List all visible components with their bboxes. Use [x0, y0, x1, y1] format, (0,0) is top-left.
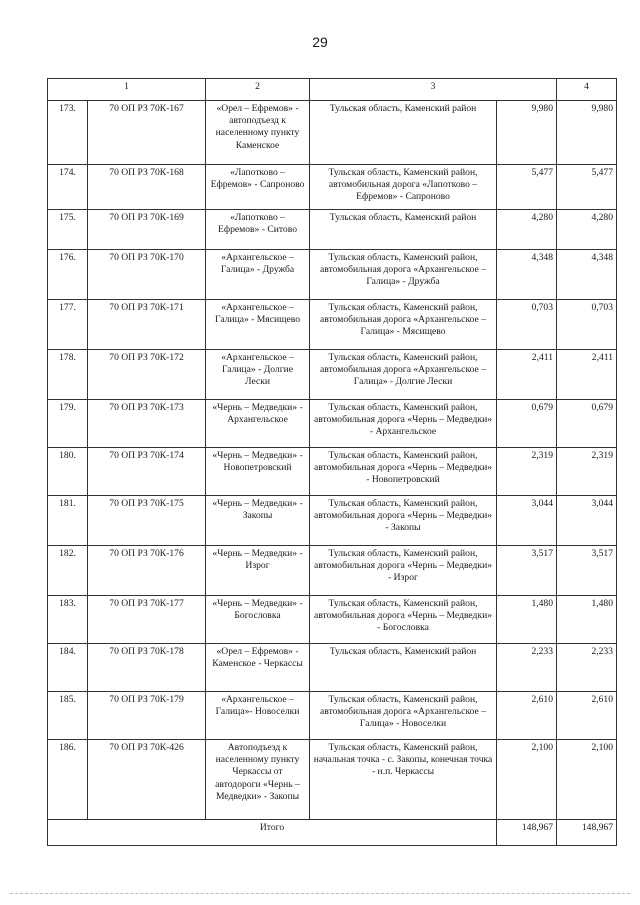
- table-row: [48, 300, 617, 350]
- road-location: Тульская область, Каменский район, автомобильная дорога «Чернь – Медведки» - Закопы: [310, 496, 497, 546]
- road-length-col4: 0,679: [557, 400, 617, 448]
- road-length: 5,477: [497, 165, 557, 210]
- road-length: 2,319: [497, 448, 557, 496]
- road-length: 2,411: [497, 350, 557, 400]
- scan-edge-line: [10, 893, 630, 895]
- road-location: Тульская область, Каменский район, автомобильная дорога «Чернь – Медведки» - Новопетровский: [310, 448, 497, 496]
- table-row: [48, 400, 617, 448]
- table-row: [48, 101, 617, 165]
- road-length: 2,610: [497, 692, 557, 740]
- row-number: 183.: [48, 596, 88, 644]
- road-name: «Чернь – Медведки» - Закопы: [206, 496, 310, 546]
- header-col-1: 1: [48, 79, 206, 101]
- road-name: «Орел – Ефремов» - Каменское - Черкассы: [206, 644, 310, 692]
- row-number: 177.: [48, 300, 88, 350]
- table-row: [48, 740, 617, 820]
- road-code: 70 ОП РЗ 70К-170: [88, 250, 206, 300]
- header-col-3: 3: [310, 79, 557, 101]
- road-location: Тульская область, Каменский район, автомобильная дорога «Лапотково – Ефремов» - Сапроново: [310, 165, 497, 210]
- road-length: 9,980: [497, 101, 557, 165]
- table-row: [48, 350, 617, 400]
- row-number: 173.: [48, 101, 88, 165]
- road-length: 2,100: [497, 740, 557, 820]
- road-length-col4: 2,233: [557, 644, 617, 692]
- road-length-col4: 4,280: [557, 210, 617, 250]
- row-number: 175.: [48, 210, 88, 250]
- road-length-col4: 9,980: [557, 101, 617, 165]
- road-location: Тульская область, Каменский район: [310, 644, 497, 692]
- road-code: 70 ОП РЗ 70К-171: [88, 300, 206, 350]
- road-length: 4,348: [497, 250, 557, 300]
- total-length: 148,967: [497, 820, 557, 846]
- road-code: 70 ОП РЗ 70К-426: [88, 740, 206, 820]
- road-location: Тульская область, Каменский район, автомобильная дорога «Чернь – Медведки» - Богословка: [310, 596, 497, 644]
- road-name: «Архангельское – Галица» - Долгие Лески: [206, 350, 310, 400]
- row-number: 182.: [48, 546, 88, 596]
- road-name: «Архангельское – Галица» - Дружба: [206, 250, 310, 300]
- road-location: Тульская область, Каменский район, автомобильная дорога «Архангельское – Галица» - Долгие Лески: [310, 350, 497, 400]
- road-name: «Архангельское – Галица»- Новоселки: [206, 692, 310, 740]
- roads-table: [47, 78, 617, 846]
- row-number: 184.: [48, 644, 88, 692]
- table-row: [48, 250, 617, 300]
- row-number: 174.: [48, 165, 88, 210]
- row-number: 178.: [48, 350, 88, 400]
- road-code: 70 ОП РЗ 70К-175: [88, 496, 206, 546]
- road-name: «Чернь – Медведки» - Архангельское: [206, 400, 310, 448]
- road-name: «Чернь – Медведки» - Богословка: [206, 596, 310, 644]
- road-name: «Лапотково – Ефремов» - Сапроново: [206, 165, 310, 210]
- road-length: 1,480: [497, 596, 557, 644]
- road-code: 70 ОП РЗ 70К-179: [88, 692, 206, 740]
- road-length: 3,044: [497, 496, 557, 546]
- row-number: 181.: [48, 496, 88, 546]
- table-row: [48, 448, 617, 496]
- table-header-row: [48, 79, 617, 101]
- road-length: 4,280: [497, 210, 557, 250]
- road-location: Тульская область, Каменский район, автомобильная дорога «Архангельское – Галица» - Новоселки: [310, 692, 497, 740]
- road-location: Тульская область, Каменский район: [310, 101, 497, 165]
- road-code: 70 ОП РЗ 70К-174: [88, 448, 206, 496]
- road-code: 70 ОП РЗ 70К-176: [88, 546, 206, 596]
- road-length-col4: 3,517: [557, 546, 617, 596]
- total-row: [48, 820, 617, 846]
- road-location: Тульская область, Каменский район, автомобильная дорога «Архангельское – Галица» - Мясищево: [310, 300, 497, 350]
- table-row: [48, 546, 617, 596]
- road-code: 70 ОП РЗ 70К-167: [88, 101, 206, 165]
- header-col-2: 2: [206, 79, 310, 101]
- road-code: 70 ОП РЗ 70К-172: [88, 350, 206, 400]
- row-number: 186.: [48, 740, 88, 820]
- total-label: Итого: [48, 820, 497, 846]
- table-row: [48, 644, 617, 692]
- road-code: 70 ОП РЗ 70К-177: [88, 596, 206, 644]
- road-name: «Чернь – Медведки» - Новопетровский: [206, 448, 310, 496]
- road-location: Тульская область, Каменский район: [310, 210, 497, 250]
- road-length-col4: 2,411: [557, 350, 617, 400]
- table-row: [48, 692, 617, 740]
- road-code: 70 ОП РЗ 70К-173: [88, 400, 206, 448]
- road-location: Тульская область, Каменский район, начальная точка - с. Закопы, конечная точка - н.п. Черкассы: [310, 740, 497, 820]
- row-number: 180.: [48, 448, 88, 496]
- road-name: «Архангельское – Галица» - Мясищево: [206, 300, 310, 350]
- road-code: 70 ОП РЗ 70К-178: [88, 644, 206, 692]
- road-length-col4: 2,610: [557, 692, 617, 740]
- road-location: Тульская область, Каменский район, автомобильная дорога «Чернь – Медведки» - Изрог: [310, 546, 497, 596]
- road-length-col4: 3,044: [557, 496, 617, 546]
- road-length-col4: 0,703: [557, 300, 617, 350]
- road-length-col4: 1,480: [557, 596, 617, 644]
- road-code: 70 ОП РЗ 70К-169: [88, 210, 206, 250]
- road-length: 0,703: [497, 300, 557, 350]
- road-name: «Чернь – Медведки» - Изрог: [206, 546, 310, 596]
- road-location: Тульская область, Каменский район, автомобильная дорога «Чернь – Медведки» - Архангельское: [310, 400, 497, 448]
- road-name: Автоподъезд к населенному пункту Черкассы от автодороги «Чернь – Медведки» - Закопы: [206, 740, 310, 820]
- row-number: 176.: [48, 250, 88, 300]
- road-name: «Лапотково – Ефремов» - Ситово: [206, 210, 310, 250]
- road-length: 3,517: [497, 546, 557, 596]
- road-length-col4: 5,477: [557, 165, 617, 210]
- total-length-col4: 148,967: [557, 820, 617, 846]
- road-length-col4: 2,319: [557, 448, 617, 496]
- header-col-4: 4: [557, 79, 617, 101]
- road-location: Тульская область, Каменский район, автомобильная дорога «Архангельское – Галица» - Дружба: [310, 250, 497, 300]
- table-row: [48, 165, 617, 210]
- table-body: [48, 101, 617, 820]
- table-row: [48, 596, 617, 644]
- road-length: 2,233: [497, 644, 557, 692]
- row-number: 185.: [48, 692, 88, 740]
- road-length: 0,679: [497, 400, 557, 448]
- row-number: 179.: [48, 400, 88, 448]
- road-name: «Орел – Ефремов» - автоподъезд к населенному пункту Каменское: [206, 101, 310, 165]
- road-length-col4: 4,348: [557, 250, 617, 300]
- table-row: [48, 210, 617, 250]
- road-code: 70 ОП РЗ 70К-168: [88, 165, 206, 210]
- page-number: 29: [312, 34, 328, 50]
- road-length-col4: 2,100: [557, 740, 617, 820]
- table-row: [48, 496, 617, 546]
